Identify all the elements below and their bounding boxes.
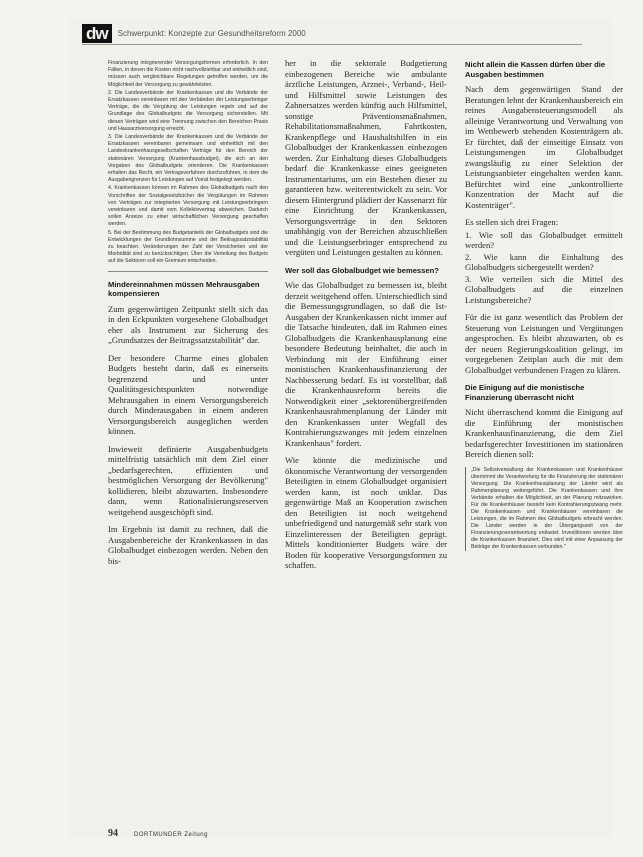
footer-publication: DORTMUNDER Zeitung: [134, 832, 208, 838]
sidebar-box: [108, 60, 268, 272]
body-paragraph: Zum gegenwärtigen Zeitpunkt stellt sich das in den Eckpunkten vorgesehene Globalbudget eher als Instrument zur Sicherung des „Grundsatzes der Beitragssatzstabilität" dar.: [108, 303, 268, 346]
column-left: [108, 60, 268, 573]
column-middle: [285, 58, 447, 578]
quote-box: „Die Selbstverwaltung der Krankenkassen und Krankenhäuser übernimmt die Verantwortung für die Finanzierung der stationären Versorgung. Die Krankenhausplanung der Länder wird als Rahmenplanung weitergeführt. Die Krankenkassen und ihre Verbände erhalten die Möglichkeit, an der Planung mitzuwirken. Für die Krankenhäuser besteht kein Kontrahierungszwang mehr. Die Krankenkassen und Krankenhäuser vereinbaren die Leistungen, die im Rahmen des Globalbudgets erbracht werden. Die Länder werden in der Übergangszeit von der Finanzierungsverantwortung entlastet. Investitionen werden über die Krankenkassen finanziert. Dies wird mit einer Anpassung der Beiträge der Krankenkassen verbunden.": [465, 467, 623, 551]
body-paragraph: her in die sektorale Budgetierung einbezogenen Bereiche wie ambulante ärztliche Leistungen, Arznei-, Verband-, Heil- und Hilfsmittel sowie Leistungen des Zahnersatzes werden künftig auch Hilfsmittel, sonstige Präventionsmaßnahmen, Rehabilitationsmaßnahmen, Fahrtkosten, Krankenpflege und Haushaltshilfen in ein Globalbudget der Krankenkassen einbezogen werden. Zur Einhaltung dieses Globalbudgets bedarf die Krankenkasse eines geeigneten Instrumentariums, um ein Bestehen dieser zu garantieren bzw. weiterentwickelt zu sein. Vor diesem Hintergrund plädiert der Kassenarzt für eine Einrichtung der Krankenkassen, Versorgungsverträge in den Sektoren unabhängig von der Bereichen abzuschließen und die Leistungserbringer entsprechend zu vergüten und Leistungen gestalten zu können.: [285, 58, 447, 257]
page-footer: [108, 828, 308, 839]
section-heading: Mindereinnahmen müssen Mehrausgaben kompensieren: [108, 279, 260, 299]
box-paragraph: 4. Krankenkassen können im Rahmen des Globalbudgets nach den Vorschriften der Sozialgesetzbücher die Vergütungen im Rahmen von Verträgen zur integrierten Versorgung mit Leistungserbringern vereinbaren und damit vom Kollektivvertrag abweichen. Dadurch sollen Anreize zu einer wirtschaftlichen Versorgung geschaffen werden.: [108, 185, 268, 228]
header-title: Schwerpunkt: Konzepte zur Gesundheitsreform 2000: [117, 28, 306, 38]
section-heading: Die Einigung auf die monistische Finanzierung überrascht nicht: [465, 383, 585, 402]
box-paragraph: Finanzierung integrierender Versorgungsformen erforderlich. In den Fällen, in denen die Kosten nicht nachvollziehbar und einheitlich sind, müssen auch vergleichbare Regelungen getroffen werden, um die Möglichkeit der Versorgung zu gewährleisten.: [108, 60, 268, 88]
header-rule: [82, 44, 582, 45]
column-right: [465, 58, 623, 551]
box-paragraph: 3. Die Landesverbände der Krankenkassen und die Verbände der Ersatzkassen vereinbaren gemeinsam und einheitlich mit den Landeskrankenhausgesellschaften Verträge für den Bereich der stationären Versorgung (Krankenhausbudget), die sich an den Vorgaben des Globalbudgets orientieren. Die Krankenkassen erhalten das Recht, ein Vertragsverfahren durchzuführen, in dem die Ausgabengrenzen für Leistungen auf Vorrat festgelegt werden.: [108, 134, 268, 184]
box-paragraph: 5. Bei der Bestimmung des Budgetanteils der Globalbudgets sind die Entwicklungen der Grundlohnsumme und der Beitragssatzstabilität zu beachten. Veränderungen der Zahl der Versicherten und der Morbidität sind zu berücksichtigen. Über die Verteilung des Budgets auf die Sektoren soll ein Gremium entscheiden.: [108, 229, 268, 265]
body-paragraph: Nach dem gegenwärtigen Stand der Beratungen lehnt der Krankenhausbereich ein reines Ausgabensteuerungsmodell als alleinige Verantwortung und Verwaltung von im Wettbewerb stehenden Kostenträgern ab. Er fürchtet, daß der einseitige Einsatz von Leistungsmengen im Globalbudget zwangsläufig zu einer Selektion der Leistungsanbieter eingehalten werden kann. Befürchtet wird eine „unkontrollierte Konzentration der Macht auf die Kostenträger".: [465, 84, 623, 210]
body-paragraph: Für die ist ganz wesentlich das Problem der Steuerung von Leistungen und Vergütungen angesprochen. Es bleibt abzuwarten, ob es der neuen Regierungskoalition gelingt, im vorgegebenen Zeitplan auch die mit dem Globalbudget verbundenen Fragen zu klären.: [465, 312, 623, 375]
body-paragraph: Im Ergebnis ist damit zu rechnen, daß die Ausgabenbereiche der Krankenkassen in das Globalbudget einbezogen werden. Neben den bis-: [108, 524, 268, 566]
questions-intro: Es stellen sich drei Fragen:: [465, 217, 559, 227]
section-heading: Nicht allein die Kassen dürfen über die Ausgaben bestimmen: [465, 60, 606, 79]
box-paragraph: 2. Die Landesverbände der Krankenkassen und die Verbände der Ersatzkassen vereinbaren mit den Verbänden der Leistungserbringer Verträge, die die Vergütung der Leistungen regeln und auf der Grundlage des Globalbudgets die Versorgung sicherstellen. Mit diesen Verträgen wird eine Trennung zwischen den Bereichen Praxis und Hausarztversorgung erreicht.: [108, 89, 268, 132]
question-item: 1. Wie soll das Globalbudget ermittelt werden?: [465, 229, 623, 250]
running-header: [82, 22, 582, 44]
body-paragraph: Nicht überraschend kommt die Einigung auf die Einführung der monistischen Krankenhausfinanzierung, die dem Ziel bedarfsgerechter Investitionen im stationären Bereich dienen soll:: [465, 407, 623, 459]
body-paragraph: Wie könnte die medizinische und ökonomische Verantwortung der versorgenden Beteiligten in einem Globalbudget organisiert werden kann, ist noch unklar. Das gegenwärtige Maß an Kooperation zwischen den Beteiligten ist noch weitgehend unbefriedigend und naturgemäß sehr stark von Einzelinteressen der Beteiligten geprägt. Mittels konditionierter Budgets wäre der Boden für kooperative Versorgungsformen zu schaffen.: [285, 455, 447, 570]
publication-logo: dw: [82, 24, 112, 43]
page-number: 94: [108, 828, 118, 839]
section-heading: Wer soll das Globalbudget wie bemessen?: [285, 265, 439, 275]
body-paragraph: Inwieweit definierte Ausgabenbudgets mittelfristig tatsächlich mit dem Ziel einer „bedarfsgerechten, effizienten und bestmöglichen Versorgung der Bevölkerung" kollidieren, bleibt abzuwarten. Insbesondere dann, wenn Rationalisierungsreserven weitgehend ausgeschöpft sind.: [108, 443, 268, 517]
body-paragraph: Der besondere Charme eines globalen Budgets besteht darin, daß es einerseits begrenzend und unter Qualitätsgesichtspunkten notwendige Mehrausgaben in einem Versorgungsbereich durch Minderausgaben in einem anderen Versorgungsbereich ausgeglichen werden können.: [108, 352, 268, 437]
body-paragraph: Wie das Globalbudget zu bemessen ist, bleibt derzeit weitgehend offen. Unterschiedlich sind die Bemessungsgrundlagen, so daß die Ist-Ausgaben der Krankenkassen nicht immer auf die Tatsache hindeuten, daß im Rahmen eines Globalbudgets die Krankenhausplanung eine besondere Bedeutung beinhaltet, die auch in Verbindung mit der Einführung einer monistischen Krankenhausfinanzierung der Nachbesserung bedarf. Es ist vorstellbar, daß die Krankenhausreform bereits die Notwendigkeit einer „sektorenübergreifenden Krankenhausrahmenplanung der Länder mit den Krankenkassen unter Wegfall des Kontrahierungszwanges mit jedem einzelnen Krankenhaus" fordert.: [285, 280, 447, 448]
question-item: 2. Wie kann die Einhaltung des Globalbudgets sichergestellt werden?: [465, 251, 623, 272]
question-item: 3. Wie verteilen sich die Mittel des Globalbudgets auf die einzelnen Leistungsbereiche?: [465, 273, 623, 305]
